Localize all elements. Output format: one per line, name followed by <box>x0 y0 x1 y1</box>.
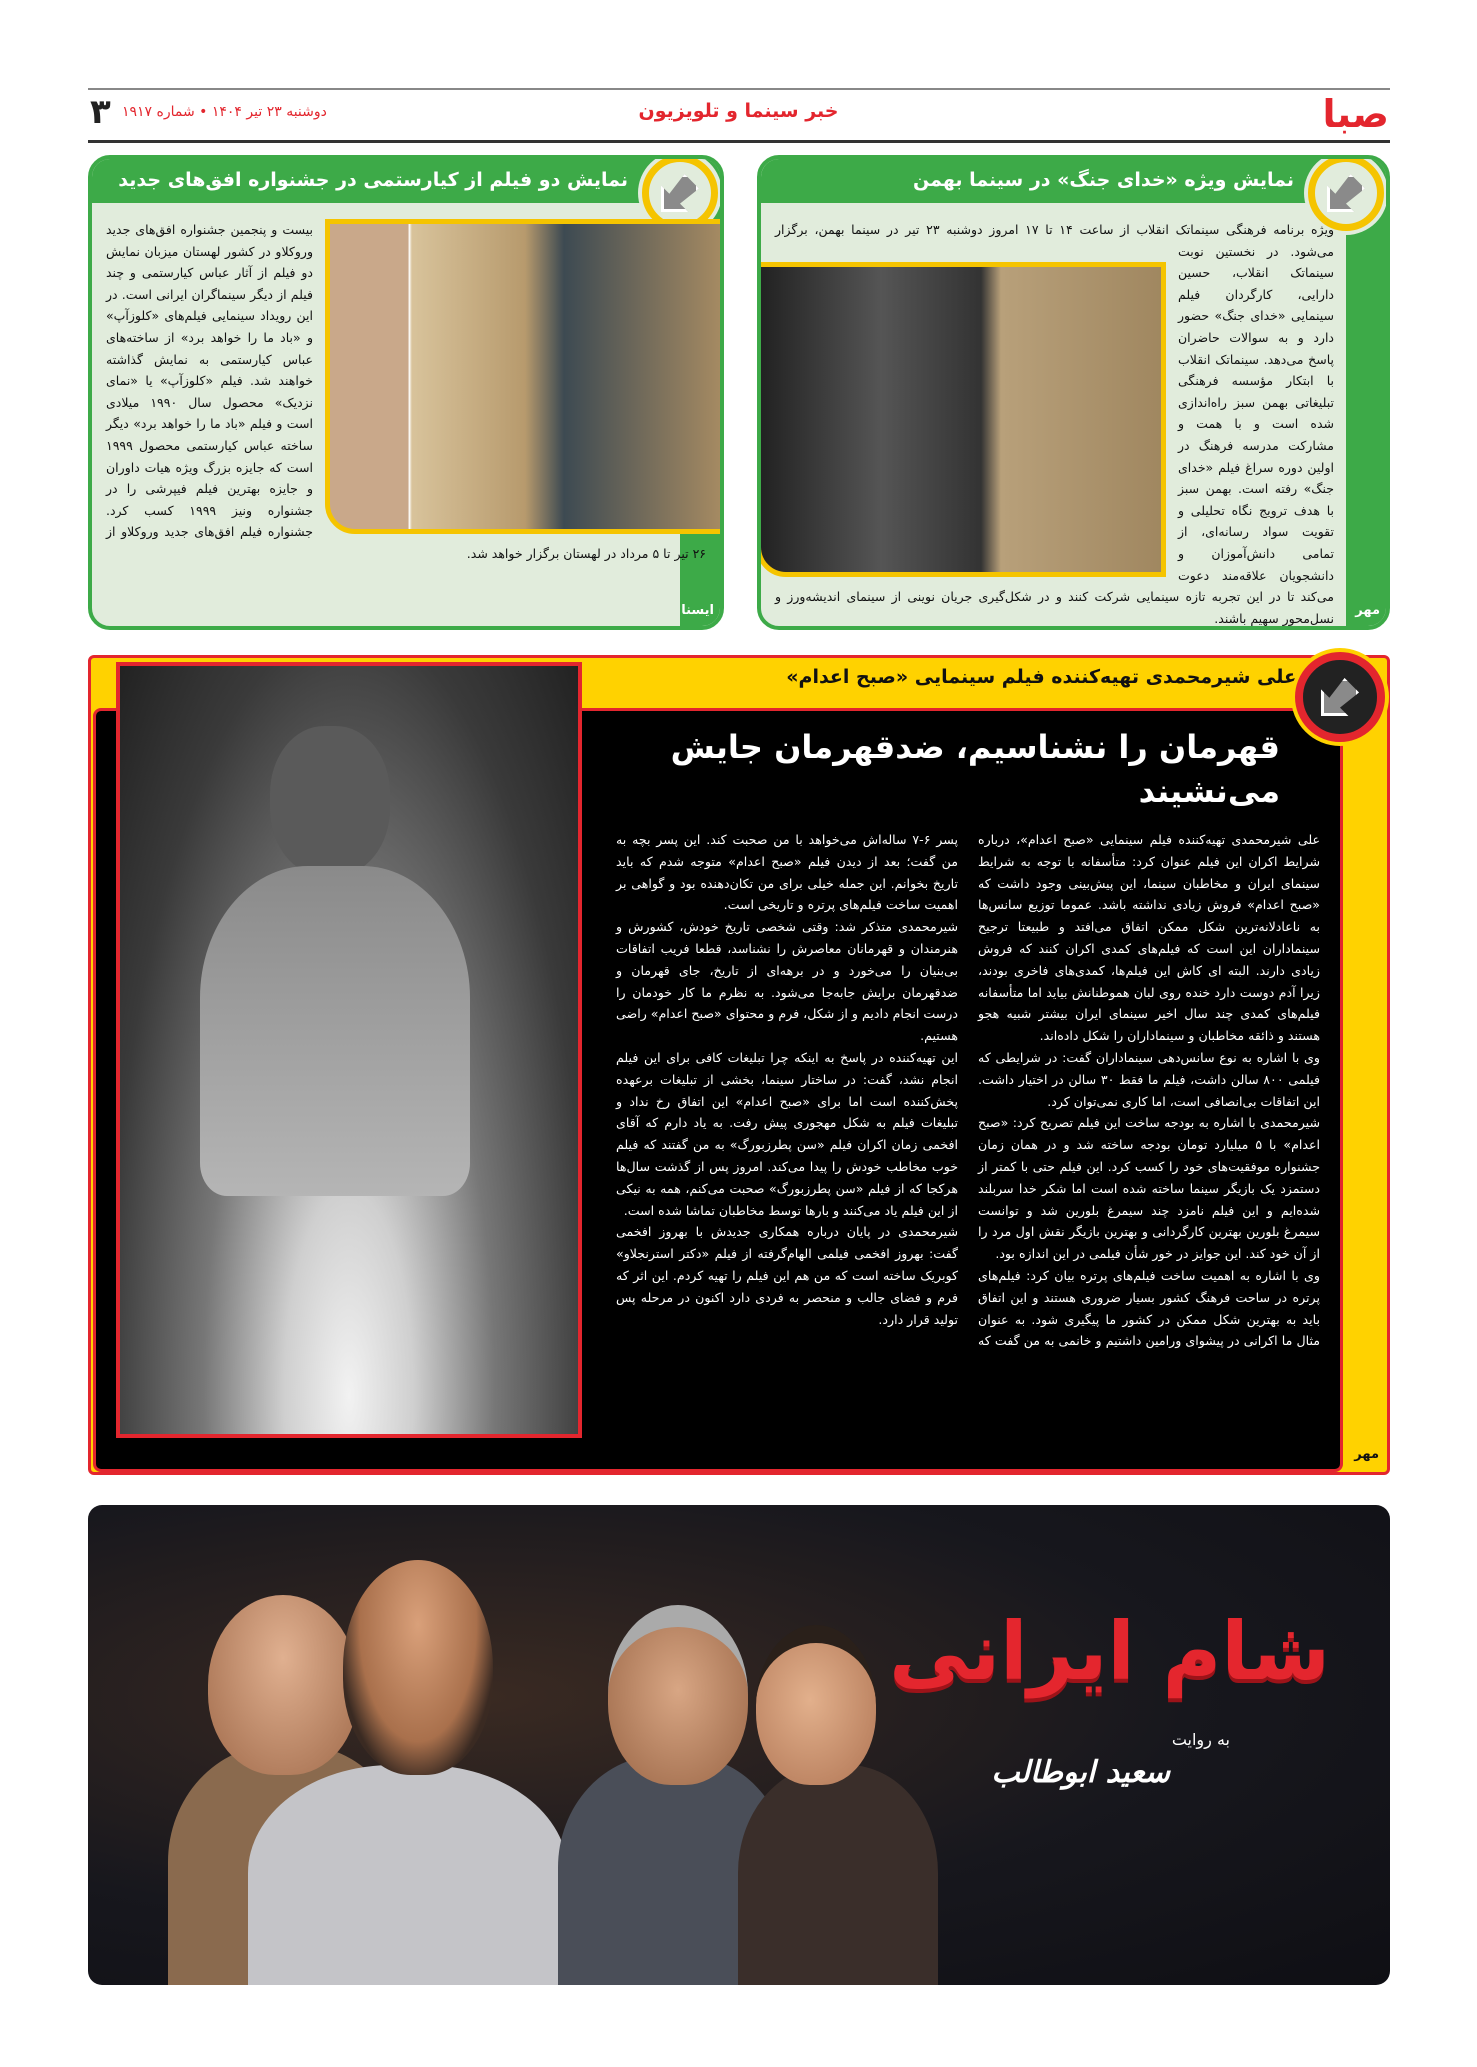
news-body: بیست و پنجمین جشنواره افق‌های جدید وروکلاو در کشور لهستان میزبان نمایش دو فیلم از آثار عباس کیارستمی و چند فیلم از دیگر سینماگران ایرانی است. در این رویداد سینمایی فیلم‌های «کلوزآپ» و «باد ما را خواهد برد» از ساخته‌های عباس کیارستمی به نمایش گذاشته خواهند شد. فیلم «کلوزآپ» یا «نمای نزدیک» محصول سال ۱۹۹۰ میلادی است و فیلم «باد ما را خواهد برد» دیگر ساخته عباس کیارستمی محصول ۱۹۹۹ است که جایزه بزرگ ویژه هیات داوران و جایزه بهترین فیلم فیپرشی را در جشنواره ونیز ۱۹۹۹ کسب کرد. جشنواره فیلم افق‌های جدید وروکلاو از ۲۶ تیر تا ۵ مرداد در لهستان برگزار خواهد شد. <box>106 219 706 565</box>
article-kicker: علی شیرمحمدی تهیه‌کننده فیلم سینمایی «صبح اعدام» <box>786 666 1297 688</box>
person-head <box>343 1560 493 1775</box>
article-headline: قهرمان را نشناسیم، ضدقهرمان جایش می‌نشیند <box>670 728 1280 810</box>
person-head <box>608 1605 748 1785</box>
arrow-down-left-icon <box>1327 174 1365 212</box>
article-body <box>616 829 1320 1352</box>
host-name: سعید ابوطالب <box>991 1755 1170 1790</box>
feature-article <box>88 655 1390 1475</box>
header-bottom-rule <box>88 140 1390 143</box>
news-box-god-of-war <box>757 155 1390 630</box>
news-box-kiarostami <box>88 155 724 630</box>
person-body <box>248 1765 568 1985</box>
person-head <box>756 1625 876 1785</box>
article-source: مهر <box>1354 1447 1379 1462</box>
person-head <box>208 1595 358 1775</box>
newspaper-logo: صبا <box>1322 92 1389 136</box>
paragraph: وی با اشاره به نوع سانس‌دهی سینماداران گفت: در شرایطی که فیلمی ۸۰۰ سالن داشت، فیلم ما فقط ۳۰ سالن در اختیار داشت. این اتفاقات بی‌انصافی است، اما کاری نمی‌توان کرد. <box>978 1049 1320 1109</box>
paragraph: شیرمحمدی در پایان درباره همکاری جدیدش با بهروز افخمی گفت: بهروز افخمی فیلمی الهام‌گرفته از فیلم «دکتر استرنجلاو» کوبریک ساخته است که من هم این فیلم را تهیه کردم. این اثر که فرم و فضای جالب و منحصر به فردی دارد اکنون در مرحله پس تولید قرار دارد. <box>616 1224 958 1327</box>
paragraph: شیرمحمدی متذکر شد: وقتی شخصی تاریخ خودش، کشورش و هنرمندان و قهرمانان معاصرش را نشناسد، قطعا فریب اتفاقات بی‌بنیان را می‌خورد و در برهه‌ای از تاریخ، جای قهرمان و ضدقهرمان برایش جابه‌جا می‌شود. به نظرم ما کار خودمان را درست انجام دادیم و از شکل، فرم و محتوای «صبح اعدام» راضی هستیم. <box>616 919 958 1044</box>
narrated-by-label: به روایت <box>1171 1730 1230 1749</box>
photo-god-of-war <box>757 262 1166 577</box>
page-number: ۳ <box>90 92 111 132</box>
arrow-down-left-icon <box>1321 678 1359 716</box>
news-source: مهر <box>1355 603 1380 618</box>
news-body: ویژه برنامه فرهنگی سینماتک انقلاب از ساعت ۱۴ تا ۱۷ امروز دوشنبه ۲۳ تیر در سینما بهمن، برگزار می‌شود. در نخستین نوبت سینماتک انقلاب، حسین دارایی، کارگردان فیلم سینمایی «خدای جنگ» حضور دارد و به سوالات حاضران پاسخ می‌دهد. سینماتک انقلاب با ابتکار مؤسسه فرهنگی تبلیغاتی بهمن سبز راه‌اندازی شده است و با همت و مشارکت مدرسه فرهنگ در اولین دوره سراغ فیلم «خدای جنگ» رفته است. بهمن سبز با هدف ترویج نگاه تحلیلی و تقویت سواد رسانه‌ای، از تمامی دانش‌آموزان و دانشجویان علاقه‌مند دعوت می‌کند تا در این تجربه تازه سینمایی شرکت کنند و در شکل‌گیری جریان نوینی از سینمای اندیشه‌ورز و نسل‌محور سهیم باشند. <box>775 219 1334 629</box>
section-icon <box>1295 652 1385 742</box>
section-title: خبر سینما و تلویزیون <box>638 100 839 122</box>
paragraph: وی با اشاره به اهمیت ساخت فیلم‌های پرتره بیان کرد: فیلم‌های پرتره در ساحت فرهنگ کشور بسیار ضروری هستند و این اتفاق باید به بهترین شکل ممکن در کشور ما پیگیری شود. به عنوان مثال ما اکرانی در پیشوای ورامین داشتیم و خانمی به من گفت که پسر ۶-۷ ساله‌اش می‌خواهد با من صحبت کند. این پسر بچه به من گفت؛ بعد از دیدن فیلم «صبح اعدام» متوجه شدم که باید تاریخ بخوانم. این جمله خیلی برای من تکان‌دهنده بود و گواهی بر اهمیت ساخت فیلم‌های پرتره و تاریخی است. <box>616 832 1320 1349</box>
figure-head <box>270 726 390 876</box>
paragraph: شیرمحمدی با اشاره به بودجه ساخت این فیلم تصریح کرد: «صبح اعدام» با ۵ میلیارد تومان بودجه ساخته شد و در همان زمان جشنواره موفقیت‌های خود را کسب کرد. این فیلم حتی با کمتر از دستمزد یک بازیگر سینما ساخته شده است اما شکر خدا سربلند شده‌ایم و این فیلم نامزد چند سیمرغ بلورین شد و توانست سیمرغ بلورین بهترین کارگردانی و بهترین بازیگر نقش اول مرد را از آن خود کند. این جوایز در خور شأن فیلمی در این اندازه بود. <box>978 1115 1320 1262</box>
person-body <box>738 1765 938 1985</box>
paragraph: این تهیه‌کننده در پاسخ به اینکه چرا تبلیغات کافی برای این فیلم انجام نشد، گفت: در ساختار سینما، بخشی از تبلیغات برعهده پخش‌کننده است اما برای «صبح اعدام» این اتفاق رخ نداد و تبلیغات فیلم به شکل مهجوری پیش رفت. به یاد دارم که آقای افخمی زمان اکران فیلم «سن پطرزبورگ» به من گفتند که فیلم خوب مخاطب خودش را پیدا می‌کند. امروز پس از گذشت سال‌ها هرکجا که از فیلم «سن پطرزبورگ» صحبت می‌کنم، همه به نیکی از این فیلم یاد می‌کنند و بارها توسط مخاطبان تماشا شده است. <box>616 1049 958 1218</box>
news-title: نمایش دو فیلم از کیارستمی در جشنواره افق‌های جدید <box>92 159 720 203</box>
dateline: دوشنبه ۲۳ تیر ۱۴۰۴ • شماره ۱۹۱۷ <box>122 104 327 120</box>
figure-body <box>200 866 470 1196</box>
paragraph: علی شیرمحمدی تهیه‌کننده فیلم سینمایی «صبح اعدام»، درباره شرایط اکران این فیلم عنوان کرد: متأسفانه با توجه به شرایط سینمای ایران و مخاطبان سینما، این پیش‌بینی وجود داشت که «صبح اعدام» فروش زیادی نداشته باشد. عموما توزیع سانس‌ها به ناعادلانه‌ترین شکل ممکن اتفاق می‌افتد و طبیعتا ترجیح سینماداران این است که فیلم‌های کمدی اکران کنند که فروش زیادی دارند. البته ای کاش این فیلم‌ها، کمدی‌های فاخری بودند، زیرا آدم دوست دارد خنده روی لبان هموطنانش بیاید اما متأسفانه فیلم‌های کمدی چند سال اخیر سینمای ایران بیشتر شبیه هجو هستند و ذائقه مخاطبان و سینماداران را شکل داده‌اند. <box>978 832 1320 1044</box>
photo-film-still <box>116 662 582 1438</box>
header-top-rule <box>88 88 1390 90</box>
show-title: شام ایرانی <box>889 1605 1330 1698</box>
arrow-down-left-icon <box>661 174 699 212</box>
news-source: ایسنا <box>681 603 714 618</box>
photo-kiarostami <box>325 219 724 534</box>
tv-show-advertisement <box>88 1505 1390 1985</box>
news-title: نمایش ویژه «خدای جنگ» در سینما بهمن <box>761 159 1386 203</box>
